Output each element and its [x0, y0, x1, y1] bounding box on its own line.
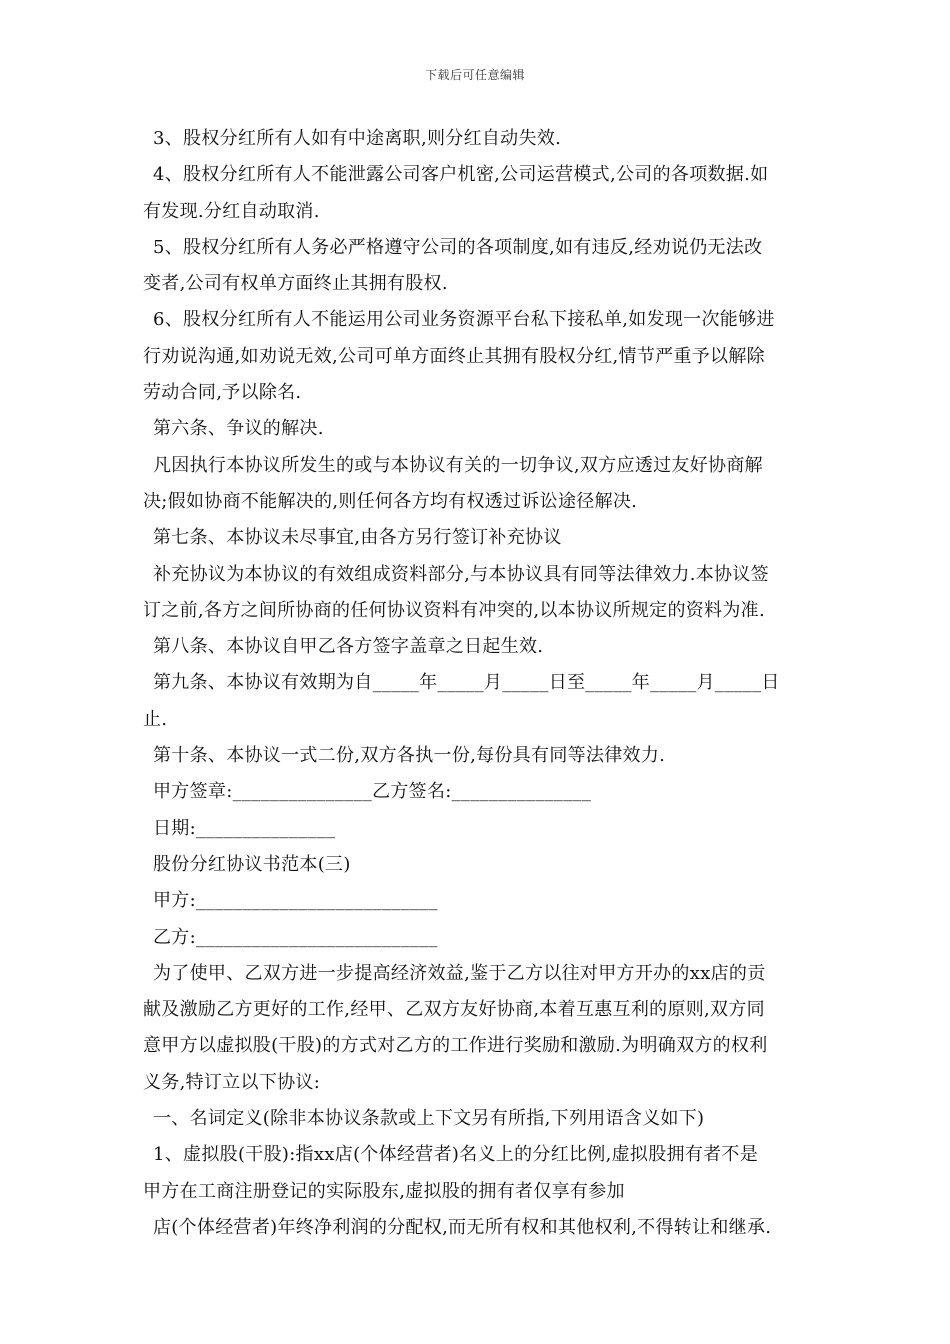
text-line: 第十条、本协议一式二份,双方各执一份,每份具有同等法律效力.: [153, 745, 666, 767]
text-line: 甲方在工商注册登记的实际股东,虚拟股的拥有者仅享有参加: [143, 1180, 625, 1202]
text-line: 股份分红协议书范本(三): [153, 853, 351, 875]
text-line: 为了使甲、乙双方进一步提高经济效益,鉴于乙方以往对甲方开办的xx店的贡: [153, 962, 766, 984]
text-line: 1、虚拟股(干股):指xx店(个体经营者)名义上的分红比例,虚拟股拥有者不是: [153, 1144, 759, 1166]
text-line: 乙方:__________________________: [153, 926, 438, 948]
text-line: 有发现.分红自动取消.: [143, 200, 320, 222]
text-line: 决;假如协商不能解决的,则任何各方均有权透过诉讼途径解决.: [143, 490, 638, 512]
text-line: 一、名词定义(除非本协议条款或上下文另有所指,下列用语含义如下): [153, 1108, 705, 1130]
document-body: [143, 121, 813, 1246]
text-line: 店(个体经营者)年终净利润的分配权,而无所有权和其他权利,不得转让和继承.: [153, 1216, 772, 1238]
text-line: 第九条、本协议有效期为自_____年_____月_____日至_____年_____月_____日: [153, 672, 780, 694]
text-line: 甲方签章:_______________乙方签名:_______________: [153, 781, 592, 803]
text-line: 献及激励乙方更好的工作,经甲、乙双方友好协商,本着互惠互利的原则,双方同: [143, 999, 765, 1021]
text-line: 止.: [143, 708, 168, 730]
page-header: 下载后可任意编辑: [424, 68, 525, 82]
text-line: 义务,特订立以下协议:: [143, 1071, 321, 1093]
text-line: 行劝说沟通,如劝说无效,公司可单方面终止其拥有股权分红,情节严重予以解除: [143, 345, 765, 367]
text-line: 变者,公司有权单方面终止其拥有股权.: [143, 273, 448, 295]
text-line: 补充协议为本协议的有效组成资料部分,与本协议具有同等法律效力.本协议签: [153, 563, 769, 585]
text-line: 4、股权分红所有人不能泄露公司客户机密,公司运营模式,公司的各项数据.如: [153, 164, 769, 186]
text-line: 凡因执行本协议所发生的或与本协议有关的一切争议,双方应透过友好协商解: [153, 454, 763, 476]
text-line: 3、股权分红所有人如有中途离职,则分红自动失效.: [153, 128, 562, 149]
text-line: 5、股权分红所有人务必严格遵守公司的各项制度,如有违反,经劝说仍无法改: [153, 236, 763, 258]
text-line: 意甲方以虚拟股(干股)的方式对乙方的工作进行奖励和激励.为明确双方的权利: [143, 1035, 768, 1057]
text-line: 第八条、本协议自甲乙各方签字盖章之日起生效.: [153, 636, 544, 658]
text-line: 第七条、本协议未尽事宜,由各方另行签订补充协议: [153, 527, 562, 549]
text-line: 日期:_______________: [153, 817, 336, 839]
text-line: 甲方:__________________________: [153, 890, 438, 912]
text-line: 第六条、争议的解决.: [153, 418, 324, 440]
text-line: 劳动合同,予以除名.: [143, 382, 302, 404]
text-line: 订之前,各方之间所协商的任何协议资料有冲突的,以本协议所规定的资料为准.: [143, 599, 765, 621]
text-line: 6、股权分红所有人不能运用公司业务资源平台私下接私单,如发现一次能够进: [153, 309, 775, 331]
